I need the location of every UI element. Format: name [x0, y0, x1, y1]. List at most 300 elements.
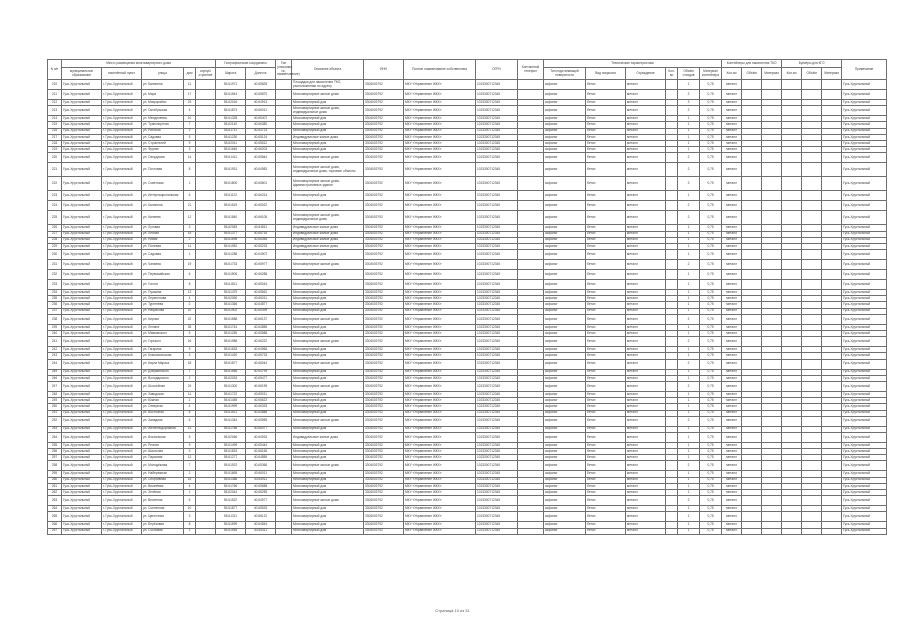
header-ogrn: ОГРН [476, 60, 518, 80]
cell-area: бетон [586, 455, 626, 461]
cell-area: бетон [586, 512, 626, 522]
cell-inn: 3304003792 [364, 201, 404, 211]
cell-row-no: 243 [48, 353, 62, 359]
cell-area: бетон [586, 80, 626, 90]
cell-note: Гусь-Хрустальный [842, 432, 887, 442]
header-description: Описание объекта [292, 60, 364, 80]
cell-street: ул. Сосновая [142, 528, 184, 534]
cell-lat: 55.61955 [216, 528, 246, 534]
cell-owner: МКУ «Управление ЖКХ» [404, 100, 476, 106]
cell-fence: металл [626, 128, 666, 134]
cell-house: 10 [184, 308, 196, 314]
cell-fence: металл [626, 490, 666, 496]
cell-kgo-vol [822, 191, 842, 201]
cell-note: Гусь-Хрустальный [842, 416, 887, 426]
cell-volume: 0,75 [700, 308, 722, 314]
cell-lon: 40.65555 [246, 416, 276, 426]
cell-area: бетон [586, 477, 626, 483]
cell-fence: металл [626, 471, 666, 477]
cell-note: Гусь-Хрустальный [842, 483, 887, 489]
cell-street: ул. Рабочая [142, 128, 184, 134]
cell-kgo-cnt [802, 528, 822, 534]
cell-description: Индивидуальные жилые дома [292, 134, 364, 140]
cell-cover: асфальт [544, 280, 586, 290]
cell-street: ул. Школьная [142, 449, 184, 455]
cell-row-no: 249 [48, 398, 62, 404]
cell-cnt: 1 [678, 490, 700, 496]
cell-inn: 3304003792 [364, 231, 404, 237]
cell-vol2 [762, 211, 782, 225]
cell-vol2 [762, 201, 782, 211]
cell-area: бетон [586, 331, 626, 337]
cell-lon: 40.66199 [246, 381, 276, 391]
cell-fence: металл [626, 260, 666, 270]
cell-phone [518, 153, 544, 163]
cell-lon: 40.64856 [246, 324, 276, 330]
header-settlement: населённый пункт [102, 68, 142, 80]
cell-house: 6 [184, 270, 196, 280]
cell-street: ул. Луговая [142, 225, 184, 231]
cell-cover: асфальт [544, 80, 586, 90]
cell-owner: МКУ «Управление ЖКХ» [404, 426, 476, 432]
cell-note: Гусь-Хрустальный [842, 449, 887, 455]
cell-street: ул. Лермонтова [142, 296, 184, 302]
cell-kgo-cnt [802, 337, 822, 347]
cell-owner: МКУ «Управление ЖКХ» [404, 477, 476, 483]
cell-lon: 40.66380 [246, 122, 276, 128]
cell-cover: асфальт [544, 324, 586, 330]
cell-cover: асфальт [544, 122, 586, 128]
cell-street: ул. Каляева [142, 211, 184, 225]
cell-lon: 40.65825 [246, 80, 276, 90]
cell-description: Индивидуальные жилые дома [292, 237, 364, 243]
cell-note: Гусь-Хрустальный [842, 359, 887, 369]
cell-ogrn: 1023300712345 [476, 369, 518, 375]
cell-mat2 [782, 270, 802, 280]
table-row [48, 106, 887, 116]
cell-description: Многоквартирные жилые дома [292, 314, 364, 324]
cell-note: Гусь-Хрустальный [842, 496, 887, 506]
cell-settlement: г. Гусь-Хрустальный [102, 243, 142, 249]
table-row [48, 359, 887, 369]
cell-building [196, 381, 216, 391]
cell-mat2 [782, 461, 802, 471]
cell-row-no: 241 [48, 337, 62, 347]
cell-cover: асфальт [544, 359, 586, 369]
cell-fence: металл [626, 442, 666, 448]
cell-lat: 55.61544 [216, 90, 246, 100]
cell-inn: 3304003792 [364, 471, 404, 477]
cell-municipality: Гусь-Хрустальный [62, 490, 102, 496]
cell-fence: металл [626, 140, 666, 146]
cell-vol2 [762, 461, 782, 471]
cell-lon: 40.66137 [246, 314, 276, 324]
cell-fence: металл [626, 512, 666, 522]
cell-ogrn: 1023300712345 [476, 449, 518, 455]
cell-volume: 0,75 [700, 201, 722, 211]
cell-owner: МКУ «Управление ЖКХ» [404, 471, 476, 477]
cell-area: бетон [586, 237, 626, 243]
cell-street: ул. Садовая [142, 134, 184, 140]
cell-row-no: 219 [48, 147, 62, 153]
cell-cnt: 1 [678, 80, 700, 90]
cell-ogrn: 1023300712345 [476, 90, 518, 100]
cell-cover: асфальт [544, 106, 586, 116]
cell-ogrn: 1023300712345 [476, 231, 518, 237]
cell-cnt2 [742, 90, 762, 100]
cell-ogrn: 1023300712345 [476, 337, 518, 347]
cell-cover: асфальт [544, 225, 586, 231]
cell-description: Многоквартирный дом [292, 442, 364, 448]
cell-material: металл [722, 347, 742, 353]
cell-count [666, 337, 678, 347]
cell-ogrn: 1023300712345 [476, 512, 518, 522]
header-type: Тип (описание, №, наименование) [276, 60, 292, 80]
cell-volume: 0,75 [700, 90, 722, 100]
cell-street: ул. Молодёжная [142, 461, 184, 471]
cell-description: Многоквартирный дом [292, 296, 364, 302]
cell-lon: 40.64977 [246, 496, 276, 506]
cell-description: Многоквартирные жилые дома, индивидуальные дома [292, 106, 364, 116]
cell-count [666, 191, 678, 201]
cell-lat: 55.61506 [216, 270, 246, 280]
cell-settlement: г. Гусь-Хрустальный [102, 290, 142, 296]
cell-kgo-cnt [802, 201, 822, 211]
cell-kgo-vol [822, 337, 842, 347]
cell-fence: металл [626, 106, 666, 116]
cell-lat: 55.62033 [216, 375, 246, 381]
cell-description: Площадка для накопления ТКО, расположенная по адресу [292, 80, 364, 90]
cell-cnt: 1 [678, 147, 700, 153]
cell-house: 4 [184, 404, 196, 410]
cell-count [666, 314, 678, 324]
cell-note: Гусь-Хрустальный [842, 410, 887, 416]
cell-volume: 0,75 [700, 369, 722, 375]
cell-settlement: г. Гусь-Хрустальный [102, 177, 142, 191]
cell-house: 24 [184, 381, 196, 391]
cell-owner: МКУ «Управление ЖКХ» [404, 496, 476, 506]
cell-house: 8 [184, 410, 196, 416]
cell-inn: 3304003792 [364, 177, 404, 191]
cell-lat: 55.61833 [216, 449, 246, 455]
cell-owner: МКУ «Управление ЖКХ» [404, 416, 476, 426]
cell-cnt: 1 [678, 477, 700, 483]
cell-area: бетон [586, 191, 626, 201]
cell-lon: 40.65022 [246, 201, 276, 211]
cell-fence: металл [626, 398, 666, 404]
cell-owner: МКУ «Управление ЖКХ» [404, 410, 476, 416]
cell-street: ул. Чапаева [142, 260, 184, 270]
cell-owner: МКУ «Управление ЖКХ» [404, 270, 476, 280]
cell-cnt: 2 [678, 153, 700, 163]
cell-cover: асфальт [544, 314, 586, 324]
table-row [48, 270, 887, 280]
cell-house: 2 [184, 237, 196, 243]
cell-settlement: г. Гусь-Хрустальный [102, 250, 142, 260]
cell-lat: 55.62140 [216, 122, 246, 128]
cell-inn: 3304003792 [364, 116, 404, 122]
cell-ogrn: 1023300712345 [476, 201, 518, 211]
cell-owner: МКУ «Управление ЖКХ» [404, 260, 476, 270]
cell-lat: 55.61788 [216, 426, 246, 432]
cell-cover: асфальт [544, 177, 586, 191]
cell-municipality: Гусь-Хрустальный [62, 375, 102, 381]
cell-mat2 [782, 280, 802, 290]
cell-cnt2 [742, 512, 762, 522]
cell-inn: 3304003792 [364, 296, 404, 302]
cell-material: металл [722, 324, 742, 330]
cell-owner: МКУ «Управление ЖКХ» [404, 449, 476, 455]
cell-settlement: г. Гусь-Хрустальный [102, 201, 142, 211]
cell-owner: МКУ «Управление ЖКХ» [404, 128, 476, 134]
cell-owner: МКУ «Управление ЖКХ» [404, 163, 476, 177]
cell-ogrn: 1023300712345 [476, 280, 518, 290]
cell-lon: 40.64799 [246, 369, 276, 375]
cell-ogrn: 1023300712345 [476, 426, 518, 432]
cell-note: Гусь-Хрустальный [842, 477, 887, 483]
cell-inn: 3304003792 [364, 106, 404, 116]
cell-municipality: Гусь-Хрустальный [62, 483, 102, 489]
table-row [48, 512, 887, 522]
cell-cnt2 [742, 416, 762, 426]
cell-lat: 55.61377 [216, 231, 246, 237]
cell-vol2 [762, 496, 782, 506]
cell-cnt: 2 [678, 90, 700, 100]
cell-inn: 3304003792 [364, 496, 404, 506]
cell-kgo-vol [822, 90, 842, 100]
cell-material: металл [722, 260, 742, 270]
cell-lat: 55.61499 [216, 442, 246, 448]
cell-inn: 3304003792 [364, 122, 404, 128]
cell-cover: асфальт [544, 391, 586, 397]
cell-material: металл [722, 225, 742, 231]
cell-note: Гусь-Хрустальный [842, 100, 887, 106]
cell-note: Гусь-Хрустальный [842, 512, 887, 522]
cell-cnt2 [742, 359, 762, 369]
cell-street: ул. Ленина [142, 324, 184, 330]
cell-ogrn: 1023300712345 [476, 404, 518, 410]
cell-cnt: 1 [678, 231, 700, 237]
cell-cover: асфальт [544, 477, 586, 483]
cell-lon: 40.65733 [246, 353, 276, 359]
cell-ogrn: 1023300712345 [476, 375, 518, 381]
cell-phone [518, 496, 544, 506]
cell-settlement: г. Гусь-Хрустальный [102, 432, 142, 442]
cell-inn: 3304003792 [364, 140, 404, 146]
cell-street: ул. Берёзовая [142, 522, 184, 528]
cell-house: 9 [184, 140, 196, 146]
cell-owner: МКУ «Управление ЖКХ» [404, 250, 476, 260]
cell-lon: 40.66122 [246, 512, 276, 522]
cell-note: Гусь-Хрустальный [842, 270, 887, 280]
cell-type [276, 260, 292, 270]
cell-building [196, 80, 216, 90]
cell-fence: металл [626, 416, 666, 426]
cell-description: Многоквартирный дом [292, 391, 364, 397]
cell-lat: 55.61877 [216, 506, 246, 512]
cell-ogrn: 1023300712345 [476, 359, 518, 369]
cell-settlement: г. Гусь-Хрустальный [102, 449, 142, 455]
cell-kgo-cnt [802, 381, 822, 391]
table-row [48, 381, 887, 391]
cell-mat2 [782, 359, 802, 369]
cell-owner: МКУ «Управление ЖКХ» [404, 483, 476, 489]
cell-lon: 40.65716 [246, 231, 276, 237]
cell-lon: 40.64811 [246, 225, 276, 231]
cell-building [196, 201, 216, 211]
cell-note: Гусь-Хрустальный [842, 90, 887, 100]
cell-area: бетон [586, 369, 626, 375]
cell-municipality: Гусь-Хрустальный [62, 163, 102, 177]
cell-municipality: Гусь-Хрустальный [62, 496, 102, 506]
cell-street: ул. Набережная [142, 471, 184, 477]
cell-kgo-vol [822, 260, 842, 270]
cell-description: Многоквартирные жилые дома, индивидуальные дома, торговые объекты [292, 163, 364, 177]
cell-municipality: Гусь-Хрустальный [62, 116, 102, 122]
cell-cnt: 1 [678, 290, 700, 296]
cell-note: Гусь-Хрустальный [842, 140, 887, 146]
cell-settlement: г. Гусь-Хрустальный [102, 506, 142, 512]
cell-mat2 [782, 90, 802, 100]
cell-lat: 55.62016 [216, 100, 246, 106]
cell-description: Многоквартирные жилые дома [292, 90, 364, 100]
cell-type [276, 90, 292, 100]
cell-material: металл [722, 483, 742, 489]
cell-count [666, 177, 678, 191]
cell-lon: 40.66011 [246, 296, 276, 302]
cell-fence: металл [626, 506, 666, 512]
cell-vol2 [762, 512, 782, 522]
cell-type [276, 211, 292, 225]
cell-fence: металл [626, 483, 666, 489]
cell-cnt: 1 [678, 471, 700, 477]
cell-volume: 0,75 [700, 243, 722, 249]
cell-cnt: 1 [678, 296, 700, 302]
cell-municipality: Гусь-Хрустальный [62, 128, 102, 134]
cell-fence: металл [626, 163, 666, 177]
cell-municipality: Гусь-Хрустальный [62, 324, 102, 330]
cell-inn: 3304003792 [364, 522, 404, 528]
cell-cover: асфальт [544, 100, 586, 106]
cell-settlement: г. Гусь-Хрустальный [102, 191, 142, 201]
cell-volume: 0,75 [700, 290, 722, 296]
cell-municipality: Гусь-Хрустальный [62, 80, 102, 90]
cell-cover: асфальт [544, 347, 586, 353]
cell-settlement: г. Гусь-Хрустальный [102, 359, 142, 369]
cell-phone [518, 90, 544, 100]
table-row [48, 496, 887, 506]
cell-house: 13 [184, 426, 196, 432]
cell-row-no: 253 [48, 426, 62, 432]
header-material: Материал контейнера [700, 68, 722, 80]
cell-owner: МКУ «Управление ЖКХ» [404, 280, 476, 290]
cell-ogrn: 1023300712345 [476, 147, 518, 153]
cell-row-no: 213 [48, 106, 62, 116]
cell-row-no: 254 [48, 432, 62, 442]
cell-kgo-cnt [802, 250, 822, 260]
cell-phone [518, 528, 544, 534]
cell-volume: 0,75 [700, 375, 722, 381]
cell-row-no: 265 [48, 512, 62, 522]
cell-inn: 3304003792 [364, 100, 404, 106]
cell-ogrn: 1023300712345 [476, 153, 518, 163]
cell-row-no: 259 [48, 471, 62, 477]
cell-inn: 3304003792 [364, 147, 404, 153]
cell-settlement: г. Гусь-Хрустальный [102, 369, 142, 375]
cell-street: ул. Гагарина [142, 347, 184, 353]
cell-volume: 0,75 [700, 163, 722, 177]
cell-owner: МКУ «Управление ЖКХ» [404, 490, 476, 496]
cell-ogrn: 1023300712345 [476, 134, 518, 140]
cell-cnt: 1 [678, 404, 700, 410]
cell-material: металл [722, 461, 742, 471]
cell-description: Многоквартирный дом [292, 290, 364, 296]
cell-inn: 3304003792 [364, 490, 404, 496]
cell-fence: металл [626, 100, 666, 106]
cell-material: металл [722, 381, 742, 391]
cell-area: бетон [586, 90, 626, 100]
cell-material: металл [722, 404, 742, 410]
cell-municipality: Гусь-Хрустальный [62, 331, 102, 337]
cell-building [196, 211, 216, 225]
cell-count [666, 416, 678, 426]
cell-row-no: 236 [48, 302, 62, 308]
cell-volume: 0,75 [700, 442, 722, 448]
cell-cnt: 2 [678, 496, 700, 506]
cell-house: 9 [184, 442, 196, 448]
header-group-kgo: Бункеры для КГО [782, 60, 842, 68]
cell-street: ул. Лесная [142, 231, 184, 237]
cell-cnt: 2 [678, 163, 700, 177]
cell-kgo-cnt [802, 177, 822, 191]
cell-building [196, 496, 216, 506]
cell-building [196, 337, 216, 347]
cell-cover: асфальт [544, 211, 586, 225]
cell-municipality: Гусь-Хрустальный [62, 398, 102, 404]
cell-kgo-vol [822, 163, 842, 177]
cell-lon: 40.66044 [246, 359, 276, 369]
cell-phone [518, 416, 544, 426]
cell-house: 2 [184, 528, 196, 534]
cell-fence: металл [626, 359, 666, 369]
cell-street: ул. Калинина [142, 80, 184, 90]
cell-municipality: Гусь-Хрустальный [62, 522, 102, 528]
cell-settlement: г. Гусь-Хрустальный [102, 483, 142, 489]
cell-cnt2 [742, 280, 762, 290]
cell-note: Гусь-Хрустальный [842, 461, 887, 471]
cell-description: Многоквартирный дом [292, 100, 364, 106]
cell-cover: асфальт [544, 250, 586, 260]
cell-cover: асфальт [544, 496, 586, 506]
cell-mat2 [782, 337, 802, 347]
cell-cnt: 2 [678, 381, 700, 391]
cell-cnt2 [742, 496, 762, 506]
cell-mat2 [782, 381, 802, 391]
cell-street: ул. Менделеева [142, 116, 184, 122]
cell-cover: асфальт [544, 506, 586, 512]
cell-owner: МКУ «Управление ЖКХ» [404, 522, 476, 528]
cell-cover: асфальт [544, 455, 586, 461]
cell-area: бетон [586, 449, 626, 455]
cell-material: металл [722, 201, 742, 211]
cell-ogrn: 1023300712345 [476, 225, 518, 231]
cell-lon: 40.65601 [246, 177, 276, 191]
cell-material: металл [722, 237, 742, 243]
cell-area: бетон [586, 231, 626, 237]
cell-owner: МКУ «Управление ЖКХ» [404, 331, 476, 337]
cell-row-no: 212 [48, 100, 62, 106]
cell-kgo-vol [822, 177, 842, 191]
